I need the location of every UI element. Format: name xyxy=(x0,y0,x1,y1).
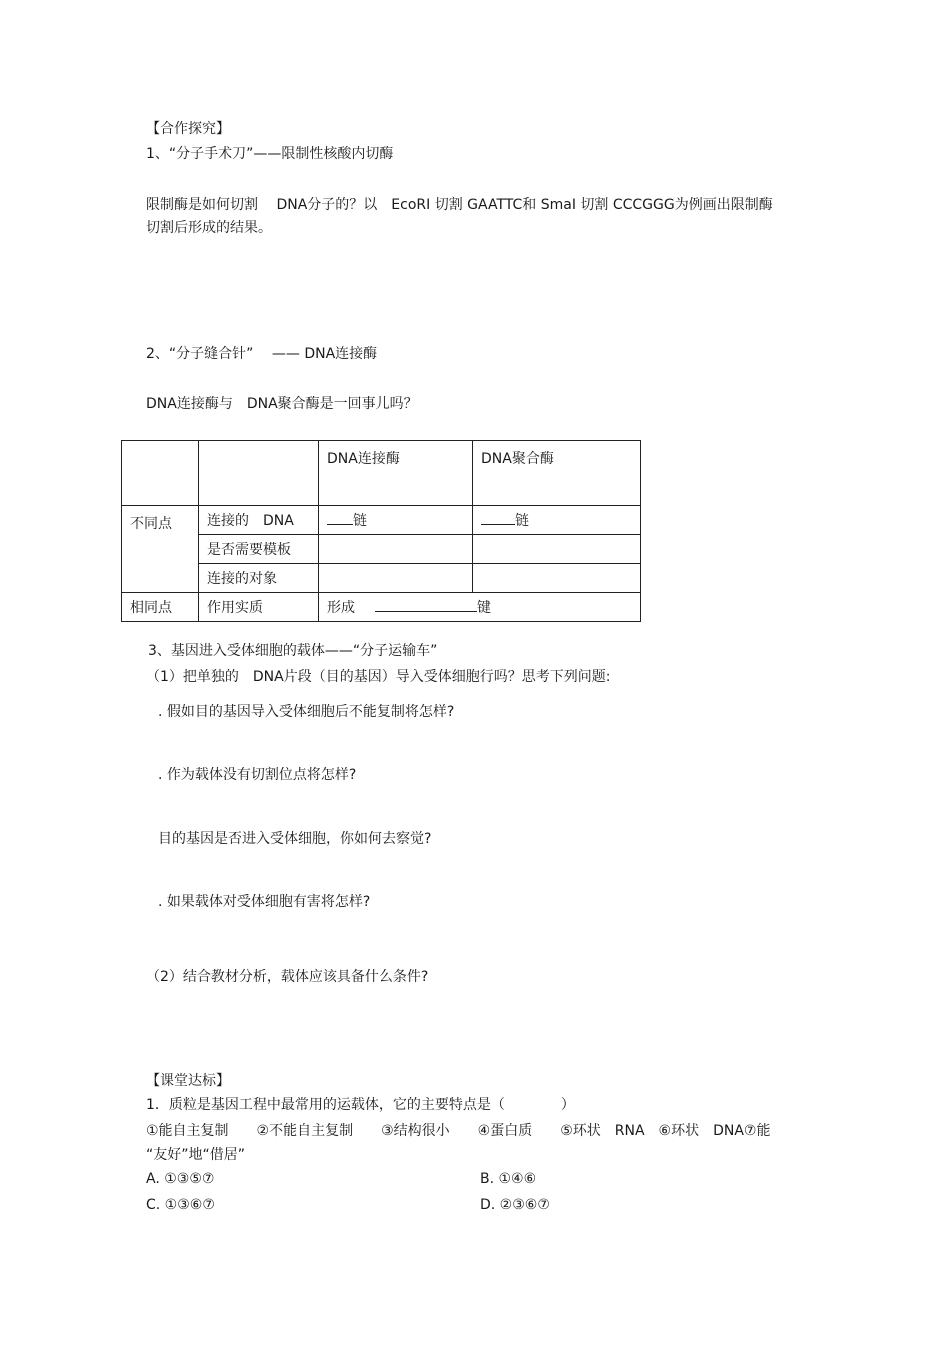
choice-b[interactable]: B. ①④⑥ xyxy=(480,1171,537,1187)
plasmid-options-continuation: “友好”地“借居” xyxy=(146,1147,246,1163)
row-label-connected-dna: 连接的 DNA xyxy=(199,506,319,535)
header-ligase: DNA连接酶 xyxy=(319,441,473,506)
restriction-question-line2: 切割后形成的结果。 xyxy=(146,220,272,236)
table-corner-cell xyxy=(122,441,199,506)
answer-blank[interactable] xyxy=(327,510,353,525)
choice-d[interactable]: D. ②③⑥⑦ xyxy=(480,1197,550,1213)
differences-label: 不同点 xyxy=(122,506,199,593)
answer-blank[interactable] xyxy=(375,597,477,612)
chain-suffix: 链 xyxy=(353,513,367,529)
chain-suffix: 链 xyxy=(515,513,529,529)
plasmid-options-line: ①能自主复制 ②不能自主复制 ③结构很小 ④蛋白质 ⑤环状 RNA ⑥环状 DNA⑦能 xyxy=(146,1123,771,1139)
row-label-essence: 作用实质 xyxy=(199,593,319,622)
table-row xyxy=(122,535,641,564)
cooperative-inquiry-heading: 【合作探究】 xyxy=(146,121,230,137)
row-label-template: 是否需要模板 xyxy=(199,535,319,564)
form-prefix: 形成 xyxy=(327,600,355,616)
vector-question-c: 目的基因是否进入受体细胞，你如何去察觉? xyxy=(158,831,432,847)
ligase-polymerase-table xyxy=(121,440,641,622)
ligase-object-cell[interactable] xyxy=(319,564,473,593)
table-row xyxy=(122,593,641,622)
vector-title: 3、基因进入受体细胞的载体——“分子运输车” xyxy=(148,643,438,659)
classroom-target-heading: 【课堂达标】 xyxy=(146,1073,230,1089)
vector-question-a: . 假如目的基因导入受体细胞后不能复制将怎样? xyxy=(158,704,455,720)
bond-suffix: 键 xyxy=(477,600,491,616)
polymerase-chain-blank-cell xyxy=(473,506,641,535)
vector-subquestion-2: （2）结合教材分析，载体应该具备什么条件? xyxy=(146,969,429,985)
answer-blank[interactable] xyxy=(481,510,515,525)
row-label-object: 连接的对象 xyxy=(199,564,319,593)
ligase-template-cell[interactable] xyxy=(319,535,473,564)
polymerase-template-cell[interactable] xyxy=(473,535,641,564)
vector-subquestion-1: （1）把单独的 DNA片段（目的基因）导入受体细胞行吗？思考下列问题: xyxy=(146,669,611,685)
ligase-chain-blank-cell xyxy=(319,506,473,535)
choice-c[interactable]: C. ①③⑥⑦ xyxy=(146,1197,215,1213)
table-header-row xyxy=(122,441,641,506)
table-blank-header-cell xyxy=(199,441,319,506)
plasmid-question-stem: 1．质粒是基因工程中最常用的运载体，它的主要特点是（ ） xyxy=(146,1097,575,1113)
vector-question-b: . 作为载体没有切割位点将怎样? xyxy=(158,767,357,783)
table-row xyxy=(122,564,641,593)
ligase-question: DNA连接酶与 DNA聚合酶是一回事儿吗？ xyxy=(146,396,418,412)
header-polymerase: DNA聚合酶 xyxy=(473,441,641,506)
bond-formation-cell xyxy=(319,593,641,622)
similarities-label: 相同点 xyxy=(122,593,199,622)
restriction-enzyme-title: 1、“分子手术刀”——限制性核酸内切酶 xyxy=(146,146,394,162)
choice-a[interactable]: A. ①③⑤⑦ xyxy=(146,1171,215,1187)
ligase-title: 2、“分子缝合针” —— DNA连接酶 xyxy=(146,346,378,362)
table-row xyxy=(122,506,641,535)
vector-question-d: . 如果载体对受体细胞有害将怎样? xyxy=(158,894,371,910)
restriction-question-line1: 限制酶是如何切割 DNA分子的？以 EcoRI 切割 GAATTC和 SmaI 切割 CCCGGG为例画出限制酶 xyxy=(146,197,773,213)
polymerase-object-cell[interactable] xyxy=(473,564,641,593)
